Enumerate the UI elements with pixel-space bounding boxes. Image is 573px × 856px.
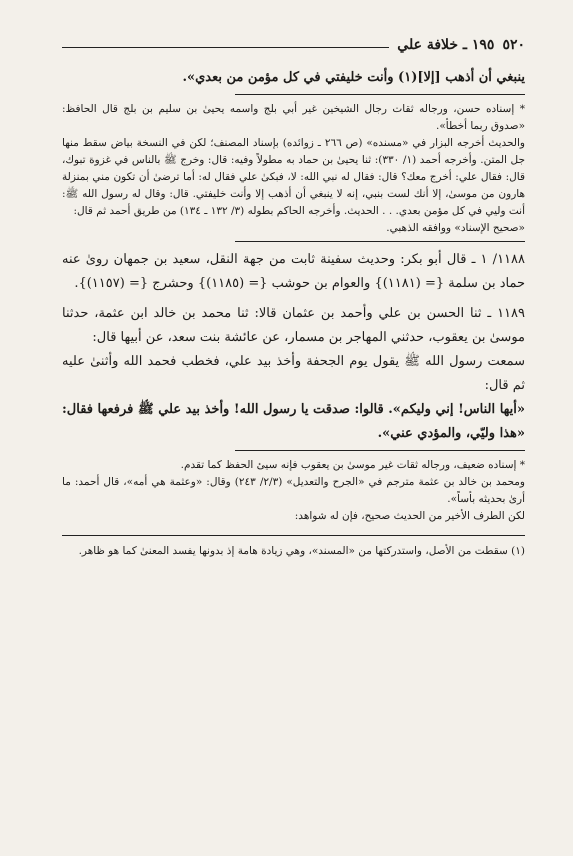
commentary-1-ending: «صحيح الإسناد» ووافقه الذهبي. bbox=[386, 222, 525, 234]
opening-line: ينبغي أن أذهب [إلا](١) وأنت خليفتي في كل مؤمن من بعدي». bbox=[182, 70, 525, 85]
page-header bbox=[62, 32, 525, 58]
entry-1189-matn: سمعت رسول الله ﷺ يقول يوم الجحفة وأخذ بيد علي، فخطب فحمد الله وأثنىٰ عليه ثم قال: bbox=[62, 354, 525, 393]
commentary-2-body: ومحمد بن خالد بن عثمة مترجم في «الجرح والتعديل» (٢/٣/ ٢٤٣) وقال: «وعثمة هي أمه»، قال أحمد: ما أرىٰ بحديثه بأساً». bbox=[62, 476, 525, 505]
entry-1189-quote: «أيها الناس! إني وليكم». قالوا: صدقت يا رسول الله! وأخذ بيد علي ﷺ فرفعها فقال: «هذا وليّي، والمؤدي عني». bbox=[62, 402, 526, 441]
footnote bbox=[62, 535, 525, 560]
commentary-2-heading: * إسناده ضعيف، ورجاله ثقات غير موسىٰ بن يعقوب فإنه سيئ الحفظ كما تقدم. bbox=[180, 459, 525, 471]
section-title: ١٩٥ ـ خلافة علي bbox=[397, 37, 495, 53]
commentary-1-heading: * إسناده حسن، ورجاله ثقات رجال الشيخين غير أبي بلج واسمه يحيىٰ بن سليم بن بلج قال الحافظ: «صدوق ربما أخطأ». bbox=[62, 103, 525, 132]
separator bbox=[235, 94, 525, 95]
footnote-text: (١) سقطت من الأصل، واستدركتها من «المسند»، وهي زيادة هامة إذ بدونها يفسد المعنىٰ كما هو ظاهر. bbox=[78, 545, 525, 557]
separator bbox=[235, 450, 525, 451]
page-number: ٥٢٠ bbox=[502, 37, 525, 53]
header-rule bbox=[62, 47, 389, 48]
entry-1189-isnad: ١١٨٩ ـ ثنا الحسن بن علي وأحمد بن عثمان قالا: ثنا محمد بن خالد ابن عثمة، حدثنا موسىٰ بن يعقوب، حدثني المهاجر بن مسمار، عن عائشة بنت سعد، عن أبيها قال: bbox=[62, 306, 525, 345]
separator bbox=[235, 241, 525, 242]
entry-1188: ١١٨٨/ ١ ـ قال أبو بكر: وحديث سفينة ثابت من جهة النقل، سعيد بن جمهان روىٰ عنه حماد بن سلمة {= (١١٨١)} والعوام بن حوشب {= (١١٨٥)} وحشرج {= (١١٥٧)}. bbox=[62, 252, 525, 291]
commentary-2-ending: لكن الطرف الأخير من الحديث صحيح، فإن له شواهد: bbox=[294, 510, 525, 522]
commentary-1-body: والحديث أخرجه البزار في «مسنده» (ص ٢٦٦ ـ زوائده) بإسناد المصنف؛ لكن في النسخة بياض سقط منها جل المتن. وأخرجه أحمد (١/ ٣٣٠): ثنا يحيىٰ بن حماد به مطولاً وفيه: قال: وخرج ﷺ بالناس في غزوة تبوك، قال: فقال علي: أخرج معك؟ قال: فقال له نبي الله: لا، فبكىٰ علي فقال له: أما ترضىٰ أن تكون مني بمنزلة هارون من موسىٰ، إلا أنك لست بنبي، إنه لا ينبغي أن أذهب إلا وأنت خليفتي. قال: وقال له رسول الله ﷺ: أنت وليي في كل مؤمن بعدي. . . الحديث. وأخرجه الحاكم بطوله (٣/ ١٣٢ ـ ١٣٤) من طريق أحمد ثم قال: bbox=[62, 137, 525, 217]
